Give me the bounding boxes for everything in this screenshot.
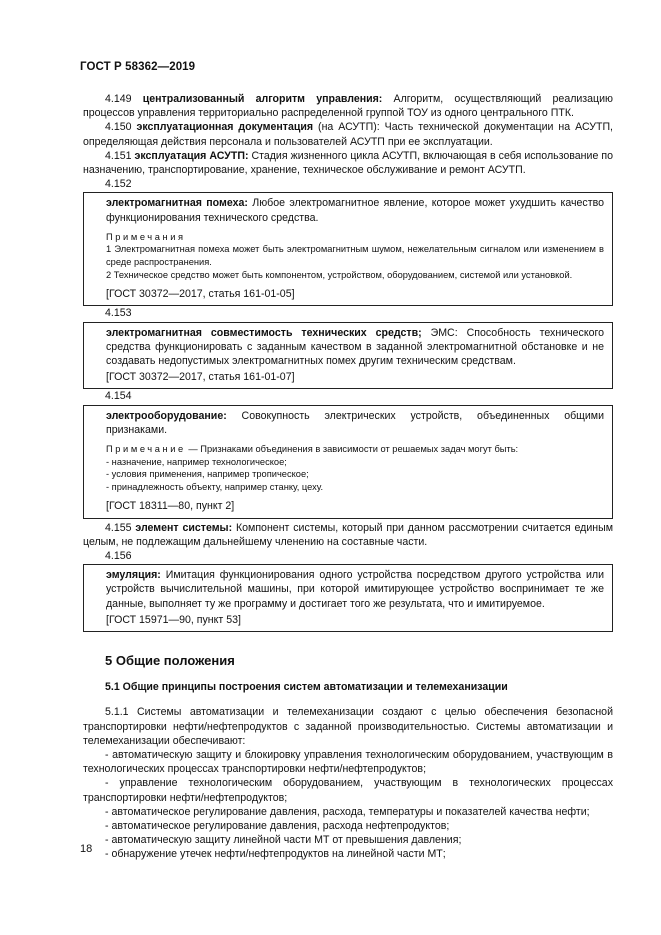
term-4-155: 4.155 элемент системы: Компонент системы, который при данном рассмотрении считается единым целым, не подлежащим дальнейшему членению на составные части. <box>83 521 613 548</box>
note-heading: Примечания <box>106 231 186 242</box>
term-definition: электрооборудование: Совокупность электрических устройств, объединенных общими признаками. <box>106 409 604 436</box>
term-box-4-154 <box>83 405 613 519</box>
term-box-4-153 <box>83 322 613 390</box>
term-title: эмуляция: <box>106 569 161 582</box>
list-item: - обнаружение утечек нефти/нефтепродуктов на линейной части МТ; <box>105 848 446 861</box>
term-definition: электромагнитная помеха: Любое электромагнитное явление, которое может ухудшить качество функционирования технического средства. <box>106 197 604 224</box>
term-title: эксплуатация АСУТП: <box>134 149 249 162</box>
term-4-149: 4.149 централизованный алгоритм управления: Алгоритм, осуществляющий реализацию процессов управления территориально распределенной группой ТОУ из одного центрального ПТК. <box>83 93 613 120</box>
term-title: электромагнитная совместимость технических средств; <box>106 326 422 339</box>
note-block: Примечание — Признаками объединения в зависимости от решаемых задач могут быть: - назначение, например технологическое; - условия применения, например тропическое; - принадлежность объекту, например станку, цеху. <box>106 443 604 493</box>
note-list-item: - принадлежность объекту, например станку, цеху. <box>106 481 324 492</box>
source-reference: [ГОСТ 18311—80, пункт 2] <box>106 500 235 513</box>
source-reference: [ГОСТ 30372—2017, статья 161-01-07] <box>106 371 295 384</box>
term-number: 4.153 <box>105 307 132 320</box>
list-item: - автоматическое регулирование давления, расхода, температуры и показателей качества нефти; <box>105 805 590 818</box>
note-item: 1 Электромагнитная помеха может быть электромагнитным шумом, нежелательным сигналом или изменением в среде распространения. <box>106 244 604 268</box>
note-heading: Примечание <box>106 444 186 455</box>
term-number: 4.156 <box>105 550 132 563</box>
term-number: 4.152 <box>105 178 132 191</box>
term-title: электрооборудование: <box>106 409 227 422</box>
page-number: 18 <box>80 843 93 855</box>
note-item: 2 Техническое средство может быть компонентом, устройством, оборудованием, системой или установкой. <box>106 269 573 280</box>
note-list-item: - назначение, например технологическое; <box>106 456 287 467</box>
source-reference: [ГОСТ 15971—90, пункт 53] <box>106 613 241 626</box>
list-item: - управление технологическим оборудованием, участвующим в технологических процессах транспортировки нефти/нефтепродуктов; <box>83 777 613 804</box>
page-content <box>83 92 613 862</box>
list-item: - автоматическую защиту и блокировку управления технологическим оборудованием, участвующим в технологических процессах транспортировки нефти/нефтепродуктов; <box>83 749 613 776</box>
term-4-151: 4.151 эксплуатация АСУТП: Стадия жизненного цикла АСУТП, включающая в себя использование по назначению, транспортирование, хранение, техническое обслуживание и ремонт АСУТП. <box>83 149 613 177</box>
term-definition: электромагнитная совместимость технических средств; ЭМС: Способность технического средства функционировать с заданным качеством в заданной электромагнитной обстановке и не создавать недопустимых электромагнитных помех другим техническим средствам. <box>106 326 604 368</box>
term-box-4-156 <box>83 564 613 632</box>
note-list-item: - условия применения, например тропическое; <box>106 469 309 480</box>
term-4-150: 4.150 эксплуатационная документация (на АСУТП): Часть технической документации на АСУТП, определяющая действия персонала и пользователей АСУТП при ее эксплуатации. <box>83 121 613 148</box>
section-title: 5 Общие положения <box>105 653 235 669</box>
term-title: эксплуатационная документация <box>136 121 314 134</box>
term-title: централизованный алгоритм управления: <box>142 93 383 105</box>
term-title: электромагнитная помеха: <box>106 197 248 210</box>
term-number: 4.154 <box>105 390 132 403</box>
term-box-4-152 <box>83 192 613 306</box>
term-definition: эмуляция: Имитация функционирования одного устройства посредством другого устройства или устройств вычислительной машины, при которой имитирующее устройство воспринимает те же данные, выполняет ту же программу и достигает того же результата, что и имитируемое. <box>106 569 604 610</box>
list-item: - автоматическую защиту линейной части МТ от превышения давления; <box>105 834 462 847</box>
list-item: - автоматическое регулирование давления, расхода нефтепродуктов; <box>105 820 450 833</box>
subsection-title: 5.1 Общие принципы построения систем автоматизации и телемеханизации <box>105 681 508 694</box>
document-header: ГОСТ Р 58362—2019 <box>80 61 196 73</box>
paragraph-5-1-1: 5.1.1 Системы автоматизации и телемеханизации создают с целью обеспечения безопасной транспортировки нефти/нефтепродуктов с заданной производительностью. Системы автоматизации и телемеханизации обеспечивают: <box>83 706 613 747</box>
source-reference: [ГОСТ 30372—2017, статья 161-01-05] <box>106 288 295 301</box>
term-title: элемент системы: <box>135 521 233 534</box>
note-block <box>106 231 604 281</box>
